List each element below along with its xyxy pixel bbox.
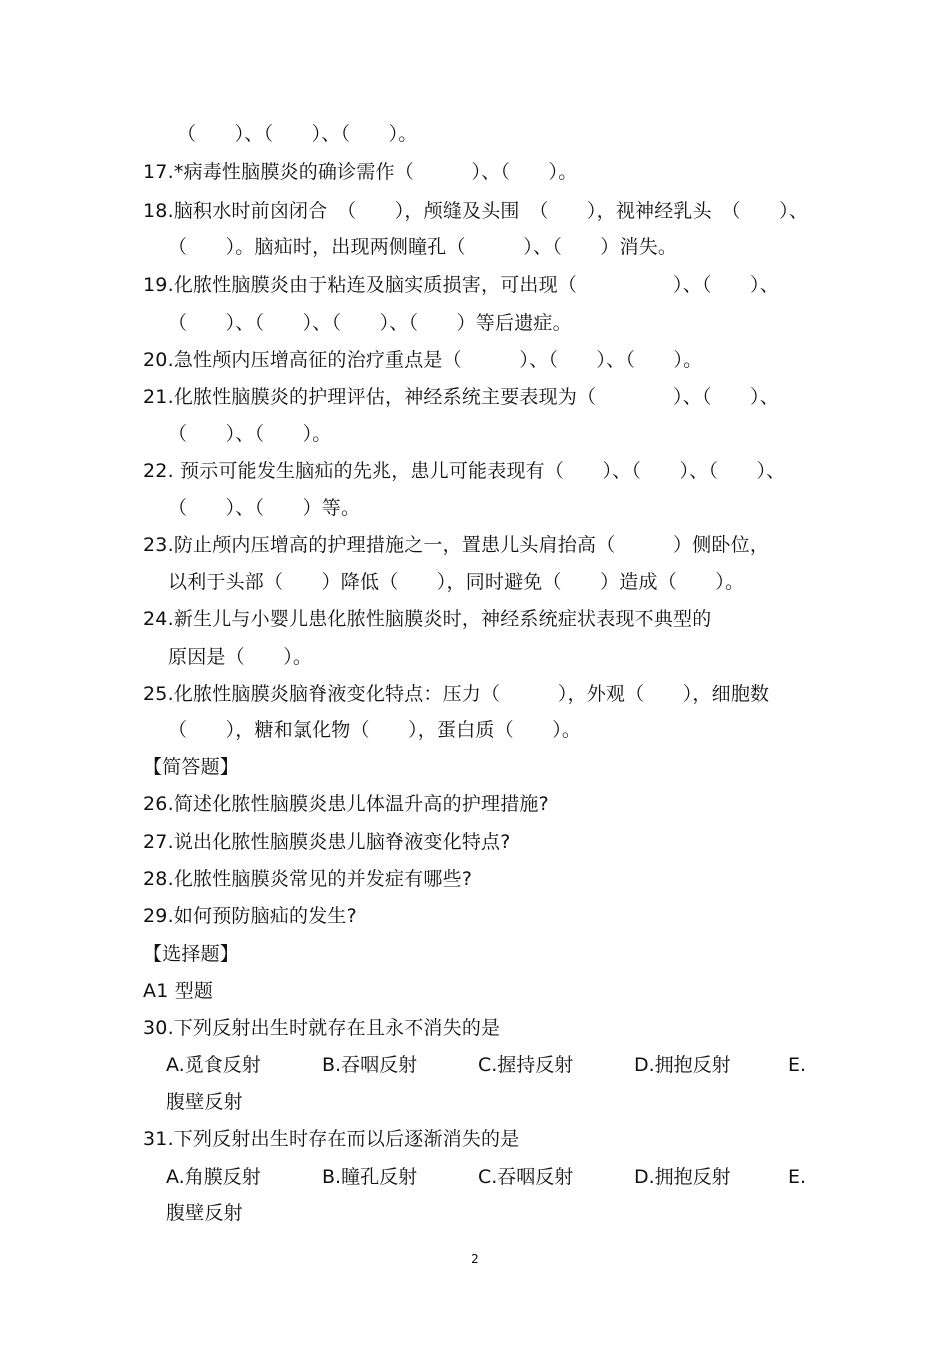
- q30-option-e-text: 腹壁反射: [166, 1091, 243, 1113]
- subsection-heading: A1 型题: [143, 980, 214, 1002]
- question-17: 17.*病毒性脑膜炎的确诊需作（ ）、（ ）。: [143, 161, 578, 183]
- text-line: 原因是（ ）。: [168, 646, 313, 668]
- text-line: （ ）。脑疝时，出现两侧瞳孔（ ）、（ ）消失。: [168, 236, 678, 258]
- question-29: 29.如何预防脑疝的发生?: [143, 905, 357, 927]
- q30-option-d: D.拥抱反射: [634, 1054, 731, 1076]
- section-heading: 【简答题】: [143, 756, 240, 778]
- q31-option-e: E.: [788, 1166, 807, 1188]
- question-26: 26.简述化脓性脑膜炎患儿体温升高的护理措施?: [143, 793, 549, 815]
- question-22: 22. 预示可能发生脑疝的先兆，患儿可能表现有（ ）、（ ）、（ ）、: [143, 460, 786, 482]
- question-19: 19.化脓性脑膜炎由于粘连及脑实质损害，可出现（ ）、（ ）、: [143, 274, 779, 296]
- question-25: 25.化脓性脑膜炎脑脊液变化特点：压力（ ），外观（ ），细胞数: [143, 683, 770, 705]
- q31-option-b: B.瞳孔反射: [322, 1166, 418, 1188]
- question-23: 23.防止颅内压增高的护理措施之一，置患儿头肩抬高（ ）侧卧位，: [143, 534, 770, 556]
- question-18: 18.脑积水时前囟闭合 （ ），颅缝及头围 （ ），视神经乳头 （ ）、: [143, 200, 809, 222]
- question-27: 27.说出化脓性脑膜炎患儿脑脊液变化特点?: [143, 831, 511, 853]
- q30-option-a: A.觅食反射: [166, 1054, 261, 1076]
- question-30: 30.下列反射出生时就存在且永不消失的是: [143, 1017, 501, 1039]
- question-31: 31.下列反射出生时存在而以后逐渐消失的是: [143, 1128, 520, 1150]
- q31-option-a: A.角膜反射: [166, 1166, 261, 1188]
- text-line: （ ）、（ ）、（ ）、（ ）等后遗症。: [168, 312, 572, 334]
- question-21: 21.化脓性脑膜炎的护理评估，神经系统主要表现为（ ）、（ ）、: [143, 386, 779, 408]
- text-line: （ ）、（ ）。: [168, 423, 332, 445]
- page-number: 2: [471, 1252, 479, 1266]
- text-line: 以利于头部（ ）降低（ ），同时避免（ ）造成（ ）。: [168, 571, 745, 593]
- question-20: 20.急性颅内压增高征的治疗重点是（ ）、（ ）、（ ）。: [143, 349, 703, 371]
- question-28: 28.化脓性脑膜炎常见的并发症有哪些?: [143, 868, 473, 890]
- text-line: （ ）、（ ）等。: [168, 497, 361, 519]
- question-24: 24.新生儿与小婴儿患化脓性脑膜炎时，神经系统症状表现不典型的: [143, 608, 712, 630]
- text-line: （ ），糖和氯化物（ ），蛋白质（ ）。: [168, 719, 582, 741]
- section-heading: 【选择题】: [143, 943, 240, 965]
- q30-option-b: B.吞咽反射: [322, 1054, 418, 1076]
- text-line: （ ）、（ ）、（ ）。: [177, 123, 418, 145]
- q30-option-e: E.: [788, 1054, 807, 1076]
- q30-option-c: C.握持反射: [478, 1054, 574, 1076]
- q31-option-d: D.拥抱反射: [634, 1166, 731, 1188]
- q31-option-e-text: 腹壁反射: [166, 1202, 243, 1224]
- q31-option-c: C.吞咽反射: [478, 1166, 574, 1188]
